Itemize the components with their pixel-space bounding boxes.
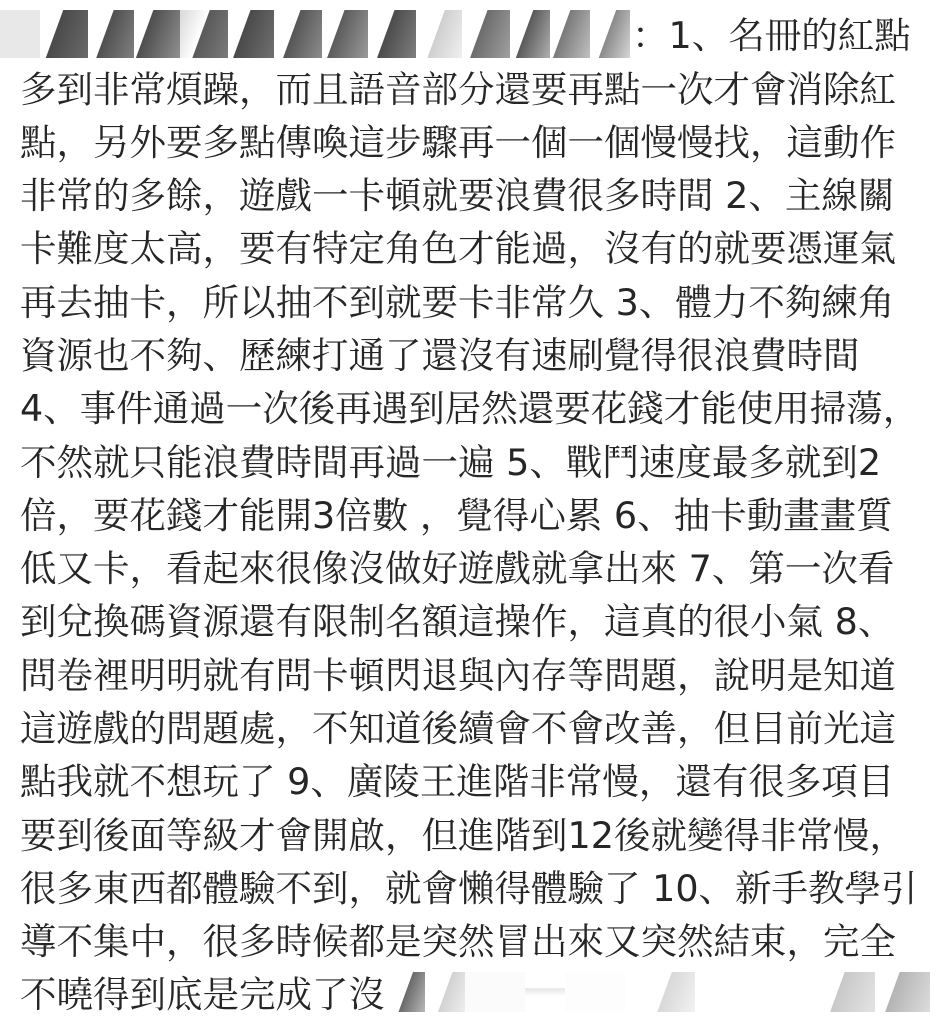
review-line-12: 到兌換碼資源還有限制名額這操作，這真的很小氣 8、 (20, 600, 895, 643)
review-line-2: 多到非常煩躁，而且語音部分還要再點一次才會消除紅 (20, 68, 896, 111)
redaction-mosaic-bottom-middle (395, 972, 695, 1012)
review-line-14: 這遊戲的問題處，不知道後續會不會改善，但目前光這 (20, 707, 896, 750)
review-line-19: 不曉得到底是完成了沒 (20, 973, 385, 1016)
review-line-1: ：1、名冊的紅點 (632, 14, 911, 57)
review-line-9: 不然就只能浪費時間再過一遍 5、戰鬥速度最多就到2 (20, 441, 882, 484)
review-line-3: 點，另外要多點傳喚這步驟再一個一個慢慢找，這動作 (20, 121, 896, 164)
redaction-mosaic-top-right (470, 10, 630, 58)
review-line-13: 問卷裡明明就有問卡頓閃退與內存等問題，說明是知道 (20, 654, 896, 697)
review-line-5: 卡難度太高，要有特定角色才能過，沒有的就要憑運氣 (20, 227, 896, 270)
review-line-8: 4、事件通過一次後再遇到居然還要花錢才能使用掃蕩， (20, 387, 920, 430)
review-line-10: 倍，要花錢才能開3倍數 ，覺得心累 6、抽卡動畫畫質 (20, 494, 893, 537)
review-line-11: 低又卡，看起來很像沒做好遊戲就拿出來 7、第一次看 (20, 547, 895, 590)
review-line-17: 很多東西都體驗不到，就會懶得體驗了 10、新手教學引 (20, 867, 918, 910)
review-line-7: 資源也不夠、歷練打通了還沒有速刷覺得很浪費時間 (20, 334, 860, 377)
review-line-4: 非常的多餘，遊戲一卡頓就要浪費很多時間 2、主線關 (20, 174, 895, 217)
review-line-18: 導不集中，很多時候都是突然冒出來又突然結束，完全 (20, 920, 896, 963)
review-line-15: 點我就不想玩了 9、廣陵王進階非常慢，還有很多項目 (20, 760, 895, 803)
review-line-6: 再去抽卡，所以抽不到就要卡非常久 3、體力不夠練角 (20, 281, 895, 324)
redaction-mosaic-top-left (0, 10, 462, 58)
redaction-mosaic-bottom-right (820, 972, 930, 1012)
review-line-16: 要到後面等級才會開啟，但進階到12後就變得非常慢， (20, 814, 906, 857)
